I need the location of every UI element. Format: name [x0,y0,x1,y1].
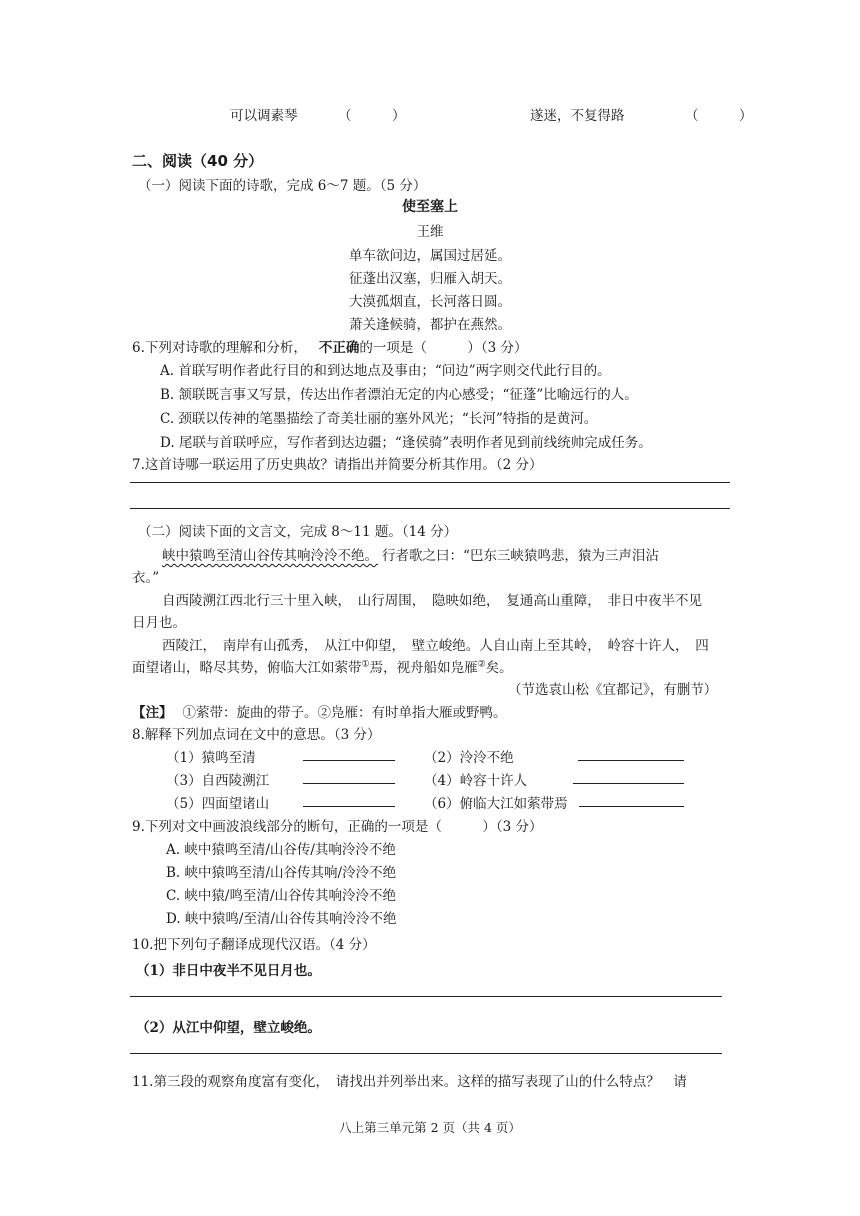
passage-paragraph-3: 西陵江， 南岸有山孤秀， 从江中仰望， 壁立峻绝。人自山南上至其岭， 岭容十许人， 四 [162,638,709,654]
passage-source: （节选袁山松《宜都记》，有删节） [508,682,718,698]
translate-sentence-1: （1）非日中夜半不见日月也。 [136,963,321,979]
passage-text: 衣。” [132,570,160,586]
passage-text: 面望诸山，略尽其势，俯临大江如萦带 [132,660,362,676]
question-8-stem: 8.解释下列加点词在文中的意思。（3 分） [132,727,381,743]
option-c: C. 峡中猿/鸣至清/山谷传其响泠泠不绝 [166,888,397,904]
answer-blank [579,806,684,807]
answer-blank [578,760,684,761]
poem-line: 大漠孤烟直，长河落日圆。 [349,294,511,310]
question-7-stem: 7.这首诗哪一联运用了历史典故？请指出并简要分析其作用。（2 分） [132,457,543,473]
option-b: B. 颔联既言事又写景，传达出作者漂泊无定的内心感受；“征蓬”比喻远行的人。 [160,387,638,403]
answer-paren-right: （ ） [685,108,753,124]
question-6-stem-c: 的一项是（ ）（3 分） [359,340,528,356]
footnote-label: 【注】 [132,705,173,721]
vocab-item: （5）四面望诸山 [166,796,270,812]
part2-intro: （二）阅读下面的文言文，完成 8～11 题。（14 分） [138,524,458,540]
option-a: A. 首联写明作者此行目的和到达地点及事由；“问边”两字则交代此行目的。 [160,363,611,379]
wavy-underlined-sentence: 峡中猿鸣至清山谷传其响泠泠不绝。 [162,548,378,564]
passage-text: 行者歌之曰：“巴东三峡猿鸣悲，猿为三声泪沾 [382,548,659,564]
vocab-item: （1）猿鸣至清 [166,750,256,766]
question-6-stem [132,336,528,356]
section-heading: 二、阅读（40 分） [132,152,264,170]
passage-paragraph-1 [162,544,659,564]
question-6-stem-a: 6.下列对诗歌的理解和分析， [132,340,307,356]
question-11-stem: 11.第三段的观察角度富有变化， 请找出并列举出来。这样的描写表现了山的什么特点？ 请 [132,1074,687,1090]
vocab-item: （4）岭容十许人 [424,773,528,789]
answer-blank [303,783,395,784]
passage-text: 焉，视舟船如凫雁 [369,660,478,676]
passage-text: 日月也。 [132,615,186,631]
footnote-marker: ① [361,659,370,670]
footnote [132,701,507,721]
fill-item-left: 可以调素琴 [230,108,298,124]
answer-line [130,996,722,997]
vocab-item: （6）俯临大江如萦带焉 [424,796,568,812]
part1-intro: （一）阅读下面的诗歌，完成 6～7 题。（5 分） [138,178,427,194]
fill-item-right: 遂迷，不复得路 [530,108,625,124]
poem-title: 使至塞上 [402,199,458,215]
option-c: C. 颈联以传神的笔墨描绘了奇美壮丽的塞外风光；“长河”特指的是黄河。 [160,411,598,427]
answer-line [130,1053,722,1054]
answer-paren-left: （ ） [338,108,406,124]
question-6-emphasis: 不正确 [318,340,360,356]
poem-line: 征蓬出汉塞，归雁入胡天。 [349,271,511,287]
answer-blank [303,760,395,761]
question-9-stem: 9.下列对文中画波浪线部分的断句，正确的一项是（ ）（3 分） [132,819,543,835]
vocab-item: （3）自西陵溯江 [166,773,270,789]
answer-blank [303,806,395,807]
translate-sentence-2: （2）从江中仰望，壁立峻绝。 [136,1020,321,1036]
option-a: A. 峡中猿鸣至清/山谷传/其响泠泠不绝 [166,842,396,858]
footnote-marker: ② [477,659,486,670]
passage-text: 矣。 [485,660,513,676]
answer-line [130,508,730,509]
option-d: D. 尾联与首联呼应，写作者到达边疆；“逢侯骑”表明作者见到前线统帅完成任务。 [160,435,652,451]
footnote-text: ①萦带：旋曲的带子。②凫雁：有时单指大雁或野鸭。 [182,705,507,721]
passage-text [132,656,513,676]
answer-line [130,482,730,483]
answer-blank [573,783,684,784]
passage-paragraph-2: 自西陵溯江西北行三十里入峡， 山行周围， 隐映如绝， 复通高山重障， 非日中夜半不见 [162,593,702,609]
page-footer: 八上第三单元第 2 页（共 4 页） [339,1120,521,1135]
question-10-stem: 10.把下列句子翻译成现代汉语。（4 分） [132,937,376,953]
option-d: D. 峡中猿鸣/至清/山谷传其响泠泠不绝 [166,911,397,927]
option-b: B. 峡中猿鸣至清/山谷传其响/泠泠不绝 [166,865,397,881]
poem-author: 王维 [416,224,444,240]
poem-line: 单车欲问边，属国过居延。 [349,248,511,264]
vocab-item: （2）泠泠不绝 [424,750,514,766]
poem-line: 萧关逢候骑，都护在燕然。 [349,317,511,333]
